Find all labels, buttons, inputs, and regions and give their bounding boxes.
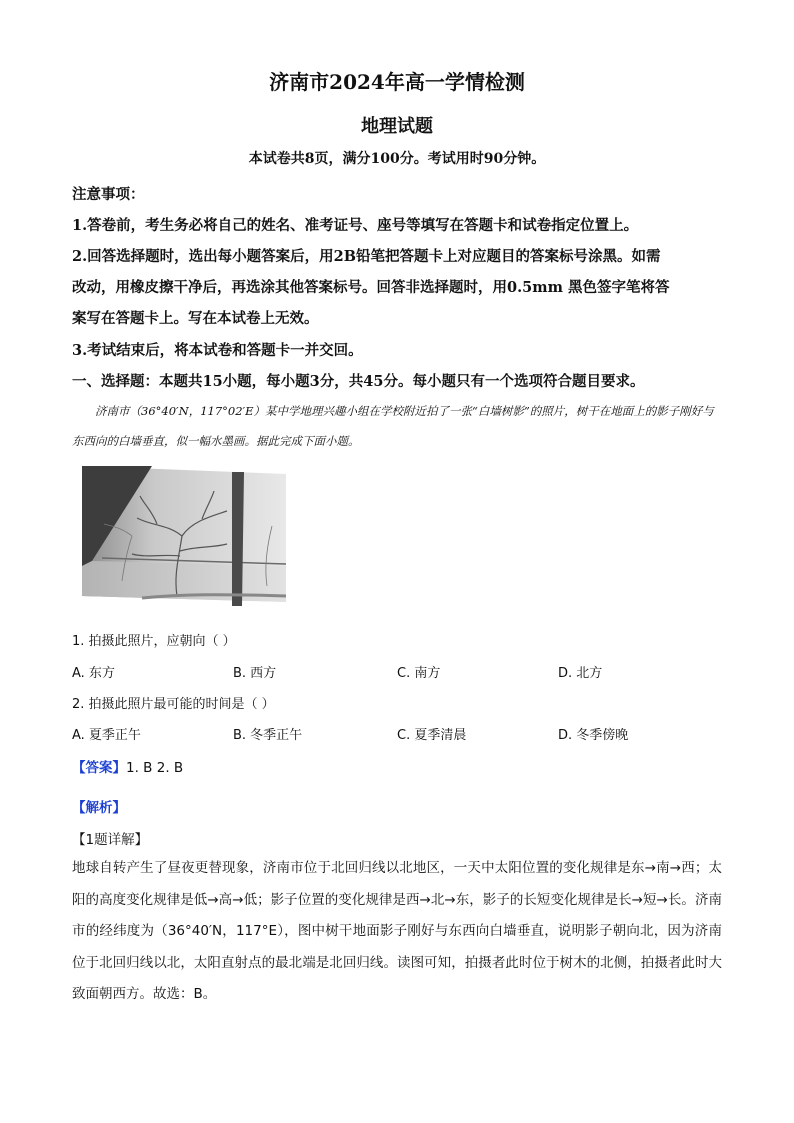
subject-title: 地理试题 (361, 116, 433, 137)
question-1-stem: 1. 拍摄此照片，应朝向（ ） (72, 634, 236, 649)
notice-item-1: 1.答卷前，考生务必将自己的姓名、准考证号、座号等填写在答题卡和试卷指定位置上。 (72, 217, 639, 234)
analysis-line (72, 796, 126, 816)
question-intro: 济南市（36°40′N，117°02′E）某中学地理兴趣小组在学校附近拍了一张“白墙树影”的照片，树干在地面上的影子刚好与东西向的白墙垂直，似一幅水墨画。据此完成下面小题。 (72, 404, 714, 448)
q1-option-c[interactable]: C. 南方 (397, 666, 441, 681)
q1-option-b[interactable]: B. 西方 (233, 666, 277, 681)
analysis-body: 地球自转产生了昼夜更替现象，济南市位于北回归线以北地区，一天中太阳位置的变化规律是东→南→西；太阳的高度变化规律是低→高→低；影子位置的变化规律是西→北→东，影子的长短变化规律是长→短→长。济南市的经纬度为（36°40′N，117°E），图中树干地面影子刚好与东西向白墙垂直，说明影子朝向北，因为济南位于北回归线以北，太阳直射点的最北端是北回归线。读图可知，拍摄者此时位于树木的北侧，拍摄者此时大致面朝西方。故选：B。 (72, 860, 722, 1002)
question-2-stem: 2. 拍摄此照片最可能的时间是（ ） (72, 697, 275, 712)
q2-option-c[interactable]: C. 夏季清晨 (397, 728, 467, 743)
tree-shadow-photo (82, 466, 286, 606)
section-heading: 一、选择题：本题共15小题，每小题3分，共45分。每小题只有一个选项符合题目要求。 (72, 373, 645, 390)
exam-info: 本试卷共8页，满分100分。考试用时90分钟。 (248, 151, 546, 167)
notice-item-3: 3.考试结束后，将本试卷和答题卡一并交回。 (72, 342, 363, 359)
q1-option-a[interactable]: A. 东方 (72, 666, 115, 681)
answer-line (72, 756, 183, 776)
q2-option-a[interactable]: A. 夏季正午 (72, 728, 141, 743)
q1-option-d[interactable]: D. 北方 (558, 666, 603, 681)
exam-title: 济南市2024年高一学情检测 (269, 70, 525, 94)
notice-item-2-line-2: 改动，用橡皮擦干净后，再选涂其他答案标号。回答非选择题时，用0.5mm 黑色签字笔将答 (72, 279, 670, 296)
notice-item-2-line-3: 案写在答题卡上。写在本试卷上无效。 (72, 310, 319, 327)
analysis-label: 【解析】 (72, 800, 126, 816)
notice-item-2-line-1: 2.回答选择题时，选出每小题答案后，用2B铅笔把答题卡上对应题目的答案标号涂黑。如需 (72, 248, 661, 265)
q1-detail-label: 【1题详解】 (72, 832, 149, 848)
q2-option-d[interactable]: D. 冬季傍晚 (558, 728, 629, 743)
q2-option-b[interactable]: B. 冬季正午 (233, 728, 303, 743)
answer-label: 【答案】 (72, 760, 126, 776)
notice-heading: 注意事项： (72, 186, 145, 203)
answer-text: 1. B 2. B (126, 760, 184, 776)
